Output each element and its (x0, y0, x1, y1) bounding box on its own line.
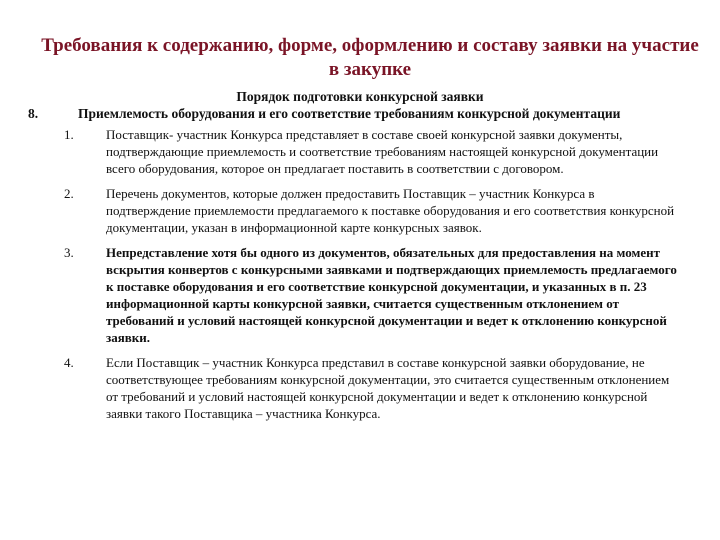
item-text: Перечень документов, которые должен предоставить Поставщик – участник Конкурса в подтверждение приемлемости предлагаемого к поставке оборудования и его соответствия конкурсной документации, указан в информационной карте конкурсных заявок. (106, 186, 675, 235)
item-number: 1. (64, 127, 74, 142)
section-title: Приемлемость оборудования и его соответствие требованиям конкурсной документации (78, 106, 621, 121)
item-text: Поставщик- участник Конкурса представляет в составе своей конкурсной заявки документы, подтверждающие приемлемость и соответствие требованиям настоящей конкурсной документации всего оборудования, которое он предлагает поставить в соответствии с договором. (106, 127, 659, 176)
item-text: Если Поставщик – участник Конкурса представил в составе конкурсной заявки оборудование, не соответствующее требованиям конкурсной документации, это считается существенным отклонением от требований и условий настоящей конкурсной документации и ведет к отклонению конкурсной заявки такого Поставщика – участника Конкурса. (106, 355, 670, 421)
item-number: 4. (64, 355, 74, 370)
subheading: Порядок подготовки конкурсной заявки (236, 89, 484, 104)
list-item (60, 244, 680, 346)
section-number: 8. (28, 106, 39, 121)
list-item (60, 354, 680, 422)
slide-title: Требования к содержанию, форме, оформлению и составу заявки на участие в закупке (41, 35, 699, 80)
item-number: 2. (64, 186, 74, 201)
list-item (60, 185, 680, 236)
item-number: 3. (64, 245, 74, 260)
item-text: Непредставление хотя бы одного из документов, обязательных для предоставления на момент вскрытия конвертов с конкурсными заявками и подтверждающих приемлемость предлагаемого к поставке оборудования и его соответствие конкурсной документации, и указанных в п. 23 информационной карты конкурсной заявки, считается существенным отклонением от требований и условий настоящей конкурсной документации и ведет к отклонению конкурсной заявки. (106, 245, 677, 345)
list-item (60, 126, 680, 177)
requirements-list (60, 126, 680, 430)
